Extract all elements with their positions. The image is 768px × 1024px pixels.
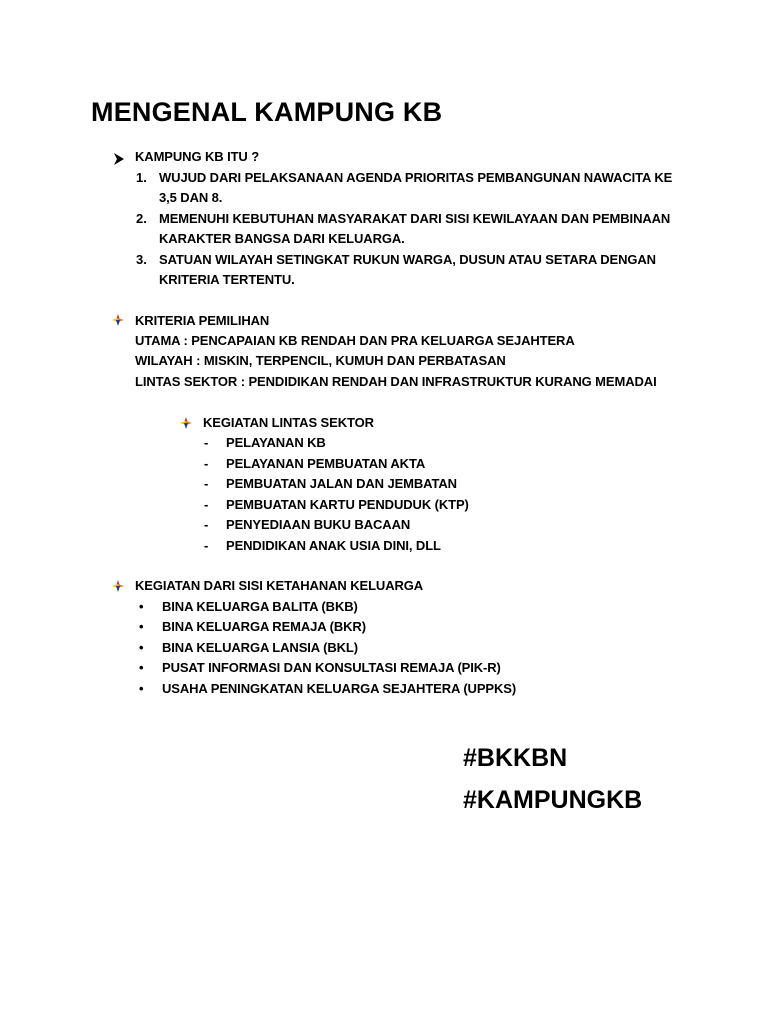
dash-bullet: - <box>204 476 209 491</box>
list-item-line: KRITERIA TERTENTU. <box>159 272 295 287</box>
list-item: PENDIDIKAN ANAK USIA DINI, DLL <box>226 538 441 553</box>
list-item-line: SATUAN WILAYAH SETINGKAT RUKUN WARGA, DUSUN ATAU SETARA DENGAN <box>159 252 656 267</box>
dash-bullet: - <box>204 538 209 553</box>
list-item: PUSAT INFORMASI DAN KONSULTASI REMAJA (PIK-R) <box>162 660 501 675</box>
diamond-bullet-icon <box>112 314 124 326</box>
dash-bullet: - <box>204 456 209 471</box>
list-item-line: MEMENUHI KEBUTUHAN MASYARAKAT DARI SISI KEWILAYAAN DAN PEMBINAAN <box>159 211 671 226</box>
list-item: PELAYANAN PEMBUATAN AKTA <box>226 456 426 471</box>
page-title: MENGENAL KAMPUNG KB <box>91 97 443 127</box>
dash-bullet: - <box>204 517 209 532</box>
dash-bullet: - <box>204 497 209 512</box>
list-item-line: 3,5 DAN 8. <box>159 190 223 205</box>
dot-bullet: • <box>139 619 144 634</box>
diamond-bullet-icon <box>180 417 192 429</box>
dot-bullet: • <box>139 660 144 675</box>
arrow-bullet-icon <box>113 152 125 166</box>
criteria-line: LINTAS SEKTOR : PENDIDIKAN RENDAH DAN INFRASTRUKTUR KURANG MEMADAI <box>135 374 657 389</box>
dot-bullet: • <box>139 599 144 614</box>
section-kriteria-heading: KRITERIA PEMILIHAN <box>135 313 270 328</box>
section-kampung-kb-heading: KAMPUNG KB ITU ? <box>135 149 260 164</box>
list-number: 3. <box>136 252 147 267</box>
list-number: 1. <box>136 170 147 185</box>
list-item: BINA KELUARGA BALITA (BKB) <box>162 599 358 614</box>
list-item: PEMBUATAN JALAN DAN JEMBATAN <box>226 476 457 491</box>
dot-bullet: • <box>139 640 144 655</box>
dot-bullet: • <box>139 681 144 696</box>
list-item: PENYEDIAAN BUKU BACAAN <box>226 517 411 532</box>
list-number: 2. <box>136 211 147 226</box>
list-item: PELAYANAN KB <box>226 435 326 450</box>
list-item-line: WUJUD DARI PELAKSANAAN AGENDA PRIORITAS PEMBANGUNAN NAWACITA KE <box>159 170 673 185</box>
hashtag-kampungkb: #KAMPUNGKB <box>463 786 643 814</box>
diamond-bullet-icon <box>112 580 124 592</box>
list-item: BINA KELUARGA REMAJA (BKR) <box>162 619 366 634</box>
section-lintas-sektor-heading: KEGIATAN LINTAS SEKTOR <box>203 415 374 430</box>
criteria-line: WILAYAH : MISKIN, TERPENCIL, KUMUH DAN PERBATASAN <box>135 353 506 368</box>
list-item: USAHA PENINGKATAN KELUARGA SEJAHTERA (UPPKS) <box>162 681 517 696</box>
list-item-line: KARAKTER BANGSA DARI KELUARGA. <box>159 231 405 246</box>
criteria-line: UTAMA : PENCAPAIAN KB RENDAH DAN PRA KELUARGA SEJAHTERA <box>135 333 575 348</box>
list-item: PEMBUATAN KARTU PENDUDUK (KTP) <box>226 497 469 512</box>
hashtag-bkkbn: #BKKBN <box>463 744 568 772</box>
section-ketahanan-heading: KEGIATAN DARI SISI KETAHANAN KELUARGA <box>135 578 424 593</box>
list-item: BINA KELUARGA LANSIA (BKL) <box>162 640 358 655</box>
dash-bullet: - <box>204 435 209 450</box>
